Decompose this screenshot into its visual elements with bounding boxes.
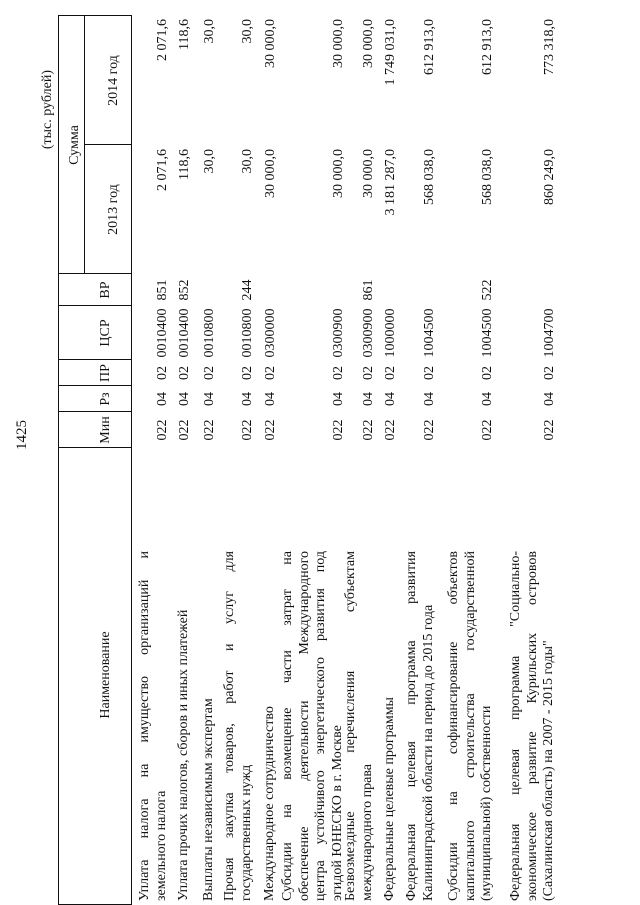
cell-2014: 612 913,0	[480, 19, 495, 75]
row-name-line: капитального строительства государственной	[462, 551, 478, 901]
row-name-line: Международное сотрудничество	[262, 706, 277, 901]
header-name: Наименование	[98, 631, 113, 719]
sum-divider	[84, 16, 85, 274]
cell-csr: 1000000	[383, 308, 398, 358]
cell-rz: 04	[360, 392, 376, 406]
cell-2014: 30,0	[202, 19, 217, 44]
cell-min: 022	[263, 419, 278, 441]
cell-2013: 118,6	[177, 149, 192, 180]
cell-2014: 1 749 031,0	[383, 19, 398, 86]
row-name	[137, 551, 170, 901]
cell-csr: 1004500	[421, 308, 437, 358]
cell-2013: 860 249,0	[542, 149, 557, 205]
header-2013: 2013 год	[106, 184, 121, 235]
row-name-line: Безвозмездные перечисления субъектам	[343, 551, 358, 901]
row-name	[343, 551, 376, 901]
cell-rz: 04	[154, 392, 170, 406]
header-vr: ВР	[98, 281, 113, 299]
cell-csr: 0010400	[177, 308, 192, 358]
row-name-line: Федеральная целевая программа развития	[404, 551, 419, 901]
cell-vr: 244	[239, 279, 255, 301]
cell-pr: 02	[202, 366, 217, 380]
cell-pr: 02	[383, 366, 398, 380]
row-name	[176, 551, 193, 901]
cell-2013: 3 181 287,0	[383, 149, 398, 216]
row-name-line: Субсидии на софинансирование объектов	[446, 551, 461, 901]
row-name	[508, 551, 558, 901]
cell-2013: 568 038,0	[480, 149, 495, 205]
cell-pr: 02	[263, 366, 278, 380]
row-name	[280, 551, 346, 901]
row-name-line: центра устойчивого энергетического развития под	[313, 551, 328, 901]
row-name-line: обеспечение деятельности Международного	[296, 551, 312, 901]
header-pr: ПР	[98, 364, 113, 382]
column-border-4	[58, 359, 132, 360]
cell-rz: 04	[330, 392, 346, 406]
cell-csr: 0010400	[154, 308, 170, 358]
row-name-line: Федеральные целевые программы	[382, 697, 397, 901]
cell-min: 022	[421, 419, 437, 441]
cell-min: 022	[202, 419, 217, 441]
row-name-line: международного права	[359, 763, 375, 901]
row-name	[382, 551, 399, 901]
cell-csr: 0010800	[202, 308, 217, 358]
row-name-line: Субсидии на возмещение части затрат на	[280, 551, 295, 901]
cell-rz: 04	[480, 392, 495, 406]
cell-2014: 30 000,0	[360, 19, 376, 68]
cell-rz: 04	[202, 392, 217, 406]
column-border-3	[58, 385, 132, 386]
cell-min: 022	[360, 419, 376, 441]
units-label: (тыс. рублей)	[40, 70, 55, 150]
cell-pr: 02	[154, 366, 170, 380]
row-name	[446, 551, 496, 901]
cell-pr: 02	[239, 366, 255, 380]
cell-rz: 04	[263, 392, 278, 406]
cell-2013: 2 071,6	[154, 149, 170, 191]
cell-rz: 04	[239, 392, 255, 406]
cell-pr: 02	[421, 366, 437, 380]
cell-vr: 852	[177, 279, 192, 301]
cell-min: 022	[154, 419, 170, 441]
cell-pr: 02	[330, 366, 346, 380]
row-name-line: Уплата прочих налогов, сборов и иных платежей	[176, 609, 191, 901]
cell-vr: 861	[360, 279, 376, 301]
cell-rz: 04	[383, 392, 398, 406]
row-name-line: Калининградской области на период до 2015 года	[420, 604, 436, 901]
cell-vr: 851	[154, 279, 170, 301]
row-name	[222, 551, 255, 901]
header-min: Мин	[98, 416, 113, 444]
cell-csr: 0300000	[263, 308, 278, 358]
page-number: 1425	[14, 420, 30, 450]
cell-csr: 1004700	[542, 308, 557, 358]
cell-csr: 1004500	[480, 308, 495, 358]
row-name-line: эгидой ЮНЕСКО в г. Москве	[329, 725, 345, 901]
column-border-2	[58, 411, 132, 412]
header-2014: 2014 год	[106, 55, 121, 106]
cell-2013: 30 000,0	[263, 149, 278, 198]
row-name-line: земельного налога	[153, 790, 169, 901]
cell-min: 022	[330, 419, 346, 441]
cell-csr: 0300900	[330, 308, 346, 358]
row-name-line: (Сахалинская область) на 2007 - 2015 годы"	[541, 640, 556, 901]
cell-rz: 04	[421, 392, 437, 406]
column-border-5	[58, 305, 132, 306]
header-bottom-border	[131, 15, 132, 905]
row-name-line: Федеральная целевая программа "Социально-	[508, 551, 523, 901]
row-name-line: экономическое развитие Курильских островов	[524, 551, 540, 901]
row-name	[201, 551, 218, 901]
cell-vr: 522	[480, 279, 495, 301]
cell-2014: 30 000,0	[330, 19, 346, 68]
cell-csr: 0010800	[239, 308, 255, 358]
cell-2013: 568 038,0	[421, 149, 437, 205]
row-name-line: Уплата налога на имущество организаций и	[137, 551, 152, 901]
cell-pr: 02	[360, 366, 376, 380]
row-name	[262, 551, 279, 901]
cell-2013: 30 000,0	[330, 149, 346, 198]
row-name-line: государственных нужд	[238, 764, 254, 901]
cell-2014: 30 000,0	[263, 19, 278, 68]
cell-min: 022	[177, 419, 192, 441]
cell-2014: 118,6	[177, 19, 192, 50]
row-name-line: (муниципальной) собственности	[479, 705, 494, 901]
cell-2013: 30 000,0	[360, 149, 376, 198]
header-csr: ЦСР	[98, 319, 113, 347]
cell-2014: 773 318,0	[542, 19, 557, 75]
row-name-line: Выплаты независимым экспертам	[201, 698, 216, 901]
cell-min: 022	[542, 419, 557, 441]
cell-2013: 30,0	[202, 149, 217, 174]
row-name-line: Прочая закупка товаров, работ и услуг для	[222, 551, 237, 901]
cell-csr: 0300900	[360, 308, 376, 358]
table-top-border	[58, 15, 59, 905]
column-border-1	[58, 447, 132, 448]
cell-2014: 612 913,0	[421, 19, 437, 75]
cell-rz: 04	[177, 392, 192, 406]
header-sum: Сумма	[67, 125, 82, 165]
cell-rz: 04	[542, 392, 557, 406]
row-name	[404, 551, 437, 901]
cell-pr: 02	[542, 366, 557, 380]
header-rz: Рз	[98, 392, 113, 406]
cell-min: 022	[239, 419, 255, 441]
cell-2014: 2 071,6	[154, 19, 170, 61]
cell-pr: 02	[480, 366, 495, 380]
cell-min: 022	[383, 419, 398, 441]
cell-pr: 02	[177, 366, 192, 380]
cell-min: 022	[480, 419, 495, 441]
cell-2014: 30,0	[239, 19, 255, 44]
cell-2013: 30,0	[239, 149, 255, 174]
